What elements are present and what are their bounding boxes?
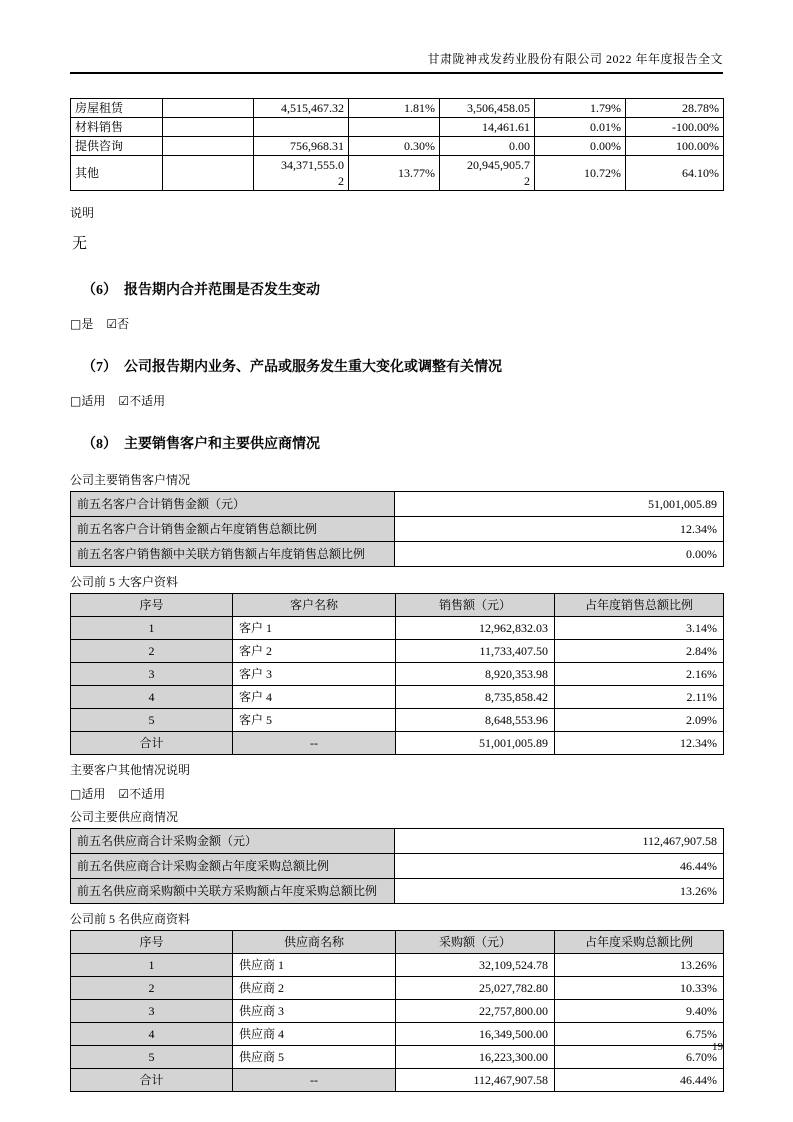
summary-value: 12.34% [395,517,724,542]
cell-customer-name: 客户 4 [233,686,396,709]
cell-sales-pct: 3.14% [555,617,724,640]
sales-customers-intro-label: 公司主要销售客户情况 [70,473,191,487]
cell-yoy-change: -100.00% [626,118,724,137]
cell-index: 1 [71,954,233,977]
table-row [71,709,724,732]
cell-yoy-change: 28.78% [626,99,724,118]
sales-summary-table [70,491,724,567]
cell-category: 材料销售 [71,118,163,137]
col-header-pct: 占年度采购总额比例 [555,931,724,954]
table-total-row [71,1069,724,1092]
revenue-breakdown-table [70,98,724,191]
cell-total-amount: 51,001,005.89 [396,732,555,755]
summary-label: 前五名供应商合计采购金额占年度采购总额比例 [71,854,395,879]
cell-blank [163,156,254,191]
explanation-value: 无 [72,236,88,252]
summary-value: 51,001,005.89 [395,492,724,517]
cell-total-amount: 112,467,907.58 [396,1069,555,1092]
cell-sales-pct: 2.09% [555,709,724,732]
cell-pct-current: 13.77% [349,156,440,191]
col-header-name: 供应商名称 [233,931,396,954]
cell-sales-pct: 2.11% [555,686,724,709]
cell-blank [163,118,254,137]
table-total-row [71,732,724,755]
suppliers-summary-table [70,828,724,904]
cell-purchase-pct: 10.33% [555,977,724,1000]
col-header-amount: 采购额（元） [396,931,555,954]
cell-purchase-pct: 6.70% [555,1046,724,1069]
col-header-index: 序号 [71,931,233,954]
cell-purchase-amount: 32,109,524.78 [396,954,555,977]
amount-value: 3,506,458.05 [467,101,530,115]
section-number: （6） [82,283,117,298]
customer-other-note-options [70,785,723,802]
col-header-pct: 占年度销售总额比例 [555,594,724,617]
cell-pct-prior: 1.79% [535,99,626,118]
cell-purchase-pct: 6.75% [555,1023,724,1046]
cell-sales-amount: 12,962,832.03 [396,617,555,640]
cell-index: 2 [71,640,233,663]
checkbox-unchecked-icon: □ [70,394,82,408]
cell-amount-prior [440,118,535,137]
cell-index: 4 [71,1023,233,1046]
cell-customer-name: 客户 5 [233,709,396,732]
table-row [71,954,724,977]
cell-purchase-amount: 16,223,300.00 [396,1046,555,1069]
option-not-applicable [118,787,165,801]
option-applicable [70,787,105,801]
summary-value: 0.00% [395,542,724,567]
col-header-index: 序号 [71,594,233,617]
checkbox-unchecked-icon: □ [70,787,82,801]
page-number: 19 [712,1041,723,1053]
cell-index: 5 [71,709,233,732]
cell-supplier-name: 供应商 5 [233,1046,396,1069]
explanation-label: 说明 [70,206,95,220]
section-number: （7） [82,360,117,375]
summary-label: 前五名客户合计销售金额（元） [71,492,395,517]
cell-pct-current: 1.81% [349,99,440,118]
cell-sales-amount: 8,648,553.96 [396,709,555,732]
cell-pct-prior: 10.72% [535,156,626,191]
option-not-applicable [118,394,165,408]
table-row [71,663,724,686]
cell-category: 其他 [71,156,163,191]
cell-sales-pct: 2.16% [555,663,724,686]
section-title: 报告期内合并范围是否发生变动 [124,283,320,298]
section-title: 公司报告期内业务、产品或服务发生重大变化或调整有关情况 [124,360,502,375]
option-label: 适用 [81,394,106,408]
top5-suppliers-table [70,930,724,1092]
cell-amount-prior [440,137,535,156]
cell-pct-current: 0.30% [349,137,440,156]
summary-label: 前五名供应商合计采购金额（元） [71,829,395,854]
summary-value: 46.44% [395,854,724,879]
table-row [71,517,724,542]
cell-index: 2 [71,977,233,1000]
cell-category: 提供咨询 [71,137,163,156]
suppliers-intro-label: 公司主要供应商情况 [70,810,179,824]
table-row [71,1023,724,1046]
cell-purchase-amount: 25,027,782.80 [396,977,555,1000]
cell-total-label: 合计 [71,1069,233,1092]
summary-label: 前五名客户合计销售金额占年度销售总额比例 [71,517,395,542]
cell-amount-current [254,118,349,137]
table-row [71,1046,724,1069]
cell-purchase-amount: 16,349,500.00 [396,1023,555,1046]
option-label: 适用 [81,787,106,801]
top5-suppliers-label: 公司前 5 名供应商资料 [70,912,191,926]
option-yes [70,317,93,331]
table-row [71,829,724,854]
top5-customers-table [70,593,724,755]
cell-amount-current [254,99,349,118]
cell-sales-amount: 8,920,353.98 [396,663,555,686]
section-8-heading [70,433,723,453]
cell-yoy-change: 64.10% [626,156,724,191]
table-row [71,617,724,640]
option-label: 不适用 [129,394,166,408]
table-row [71,977,724,1000]
col-header-name: 客户名称 [233,594,396,617]
section-6-heading [70,279,723,299]
cell-yoy-change: 100.00% [626,137,724,156]
cell-sales-amount: 11,733,407.50 [396,640,555,663]
cell-blank [163,137,254,156]
table-row [71,686,724,709]
cell-category: 房屋租赁 [71,99,163,118]
cell-purchase-pct: 13.26% [555,954,724,977]
table-row [71,1000,724,1023]
table-row [71,854,724,879]
cell-pct-current [349,118,440,137]
option-no [106,317,129,331]
amount-value: 0.00 [509,139,530,153]
section-7-options [70,392,723,409]
option-label: 不适用 [129,787,166,801]
col-header-amount: 销售额（元） [396,594,555,617]
table-row [71,156,724,191]
cell-customer-name: 客户 1 [233,617,396,640]
cell-purchase-pct: 9.40% [555,1000,724,1023]
cell-index: 3 [71,663,233,686]
cell-sales-amount: 8,735,858.42 [396,686,555,709]
summary-value: 13.26% [395,879,724,904]
cell-amount-prior [440,156,535,191]
cell-pct-prior: 0.00% [535,137,626,156]
page-header-title: 甘肃陇神戎发药业股份有限公司 2022 年年度报告全文 [70,0,723,74]
cell-index: 4 [71,686,233,709]
summary-label: 前五名供应商采购额中关联方采购额占年度采购总额比例 [71,879,395,904]
cell-supplier-name: 供应商 4 [233,1023,396,1046]
cell-customer-name: 客户 2 [233,640,396,663]
section-7-heading [70,356,723,376]
amount-value: 20,945,905.72 [467,158,530,188]
checkbox-checked-icon: ☑ [106,317,118,331]
summary-value: 112,467,907.58 [395,829,724,854]
customer-other-note-label: 主要客户其他情况说明 [70,763,191,777]
table-row [71,137,724,156]
table-row [71,492,724,517]
amount-value: 4,515,467.32 [281,101,344,115]
cell-blank [163,99,254,118]
cell-supplier-name: 供应商 2 [233,977,396,1000]
cell-index: 1 [71,617,233,640]
checkbox-checked-icon: ☑ [118,787,130,801]
cell-total-dash: -- [233,1069,396,1092]
table-header-row [71,931,724,954]
table-row [71,99,724,118]
section-6-options [70,315,723,332]
cell-purchase-amount: 22,757,800.00 [396,1000,555,1023]
cell-amount-current [254,156,349,191]
cell-total-dash: -- [233,732,396,755]
amount-value: 34,371,555.02 [281,158,344,188]
top5-customers-label: 公司前 5 大客户资料 [70,575,179,589]
checkbox-checked-icon: ☑ [118,394,130,408]
table-row [71,118,724,137]
cell-total-pct: 46.44% [555,1069,724,1092]
table-header-row [71,594,724,617]
table-row [71,640,724,663]
section-number: （8） [82,437,117,452]
option-label: 是 [81,317,94,331]
summary-label: 前五名客户销售额中关联方销售额占年度销售总额比例 [71,542,395,567]
table-row [71,542,724,567]
cell-total-label: 合计 [71,732,233,755]
amount-value: 14,461.61 [482,120,530,134]
cell-index: 5 [71,1046,233,1069]
cell-amount-prior [440,99,535,118]
cell-pct-prior: 0.01% [535,118,626,137]
cell-supplier-name: 供应商 1 [233,954,396,977]
cell-index: 3 [71,1000,233,1023]
cell-sales-pct: 2.84% [555,640,724,663]
section-title: 主要销售客户和主要供应商情况 [124,437,320,452]
amount-value: 756,968.31 [290,139,344,153]
cell-customer-name: 客户 3 [233,663,396,686]
option-applicable [70,394,105,408]
cell-supplier-name: 供应商 3 [233,1000,396,1023]
cell-total-pct: 12.34% [555,732,724,755]
cell-amount-current [254,137,349,156]
checkbox-unchecked-icon: □ [70,317,82,331]
table-row [71,879,724,904]
option-label: 否 [117,317,130,331]
